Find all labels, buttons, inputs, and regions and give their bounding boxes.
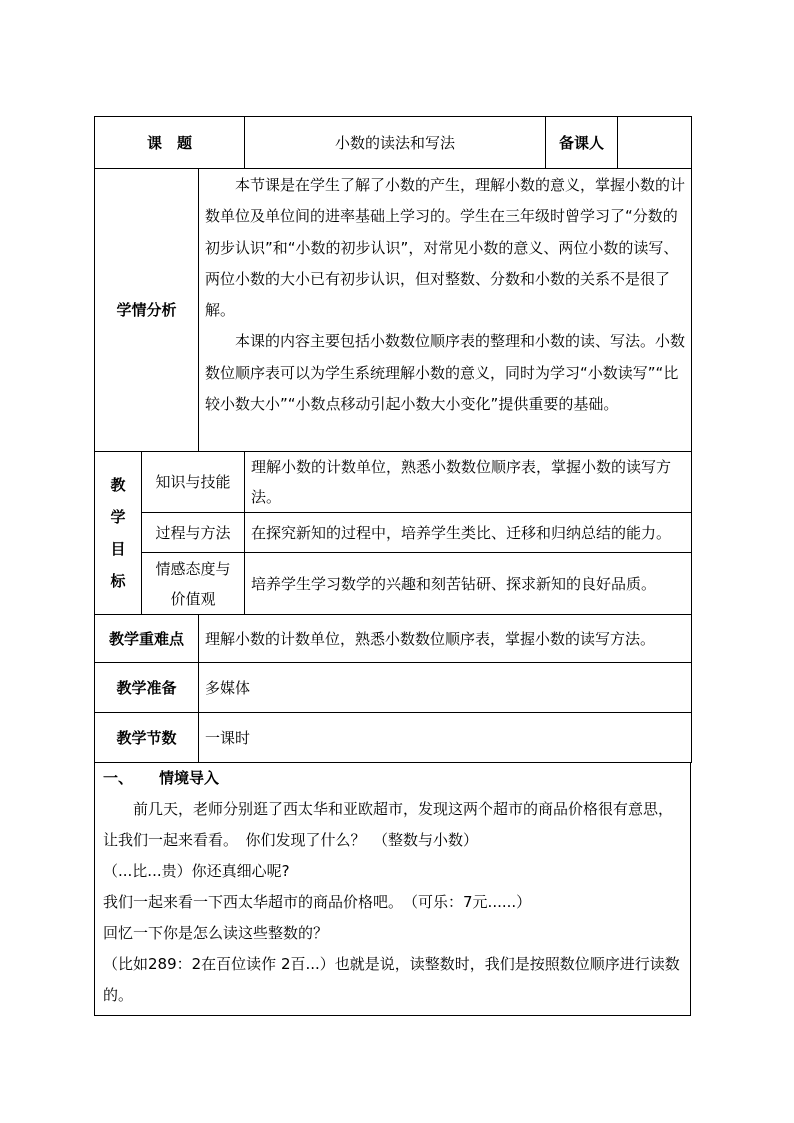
preparation-value: 多媒体 — [199, 663, 692, 713]
objective-attitude-label-line-2: 价值观 — [170, 589, 216, 608]
objective-attitude-value: 培养学生学习数学的兴趣和刻苦钻研、探求新知的良好品质。 — [245, 553, 692, 615]
lesson-line-4: 回忆一下你是怎么读这些整数的？ — [103, 924, 329, 942]
objective-process-label: 过程与方法 — [142, 513, 245, 553]
objective-knowledge-value: 理解小数的计数单位，熟悉小数数位顺序表，掌握小数的读写方法。 — [245, 452, 692, 513]
preparation-label: 教学准备 — [95, 663, 199, 713]
analysis-content — [199, 169, 692, 452]
analysis-label: 学情分析 — [95, 169, 199, 452]
periods-label: 教学节数 — [95, 713, 199, 763]
objectives-label-char-4: 标 — [110, 572, 126, 590]
objective-attitude-label — [142, 553, 245, 615]
lesson-line-2: （...比...贵）你还真细心呢? — [103, 862, 290, 880]
topic-value: 小数的读法和写法 — [245, 117, 546, 169]
key-points-label: 教学重难点 — [95, 615, 199, 663]
lesson-plan-page — [94, 116, 691, 1016]
objectives-label-char-1: 教 — [110, 476, 126, 494]
analysis-paragraph-1: 本节课是在学生了解了小数的产生，理解小数的意义，掌握小数的计数单位及单位间的进率基础上学习的。学生在三年级时曾学习了“分数的初步认识”和“小数的初步认识”，对常见小数的意义、两位小数的读写、两位小数的大小已有初步认识，但对整数、分数和小数的关系不是很了解。 — [205, 176, 686, 320]
objective-knowledge-label: 知识与技能 — [142, 452, 245, 513]
section-title: 情境导入 — [159, 769, 220, 787]
objectives-label-char-2: 学 — [110, 508, 126, 526]
objective-attitude-label-line-1: 情感态度与 — [155, 559, 231, 578]
section-number: 一、 — [103, 769, 134, 787]
objectives-label — [95, 452, 142, 615]
section-heading — [103, 763, 684, 794]
key-points-value: 理解小数的计数单位，熟悉小数数位顺序表，掌握小数的读写方法。 — [199, 615, 692, 663]
preparer-value — [618, 117, 692, 169]
lesson-process — [94, 763, 691, 1016]
objectives-label-char-3: 目 — [110, 540, 126, 558]
preparer-label: 备课人 — [546, 117, 618, 169]
objective-process-value: 在探究新知的过程中，培养学生类比、迁移和归纳总结的能力。 — [245, 513, 692, 553]
lesson-line-3: 我们一起来看一下西太华超市的商品价格吧。 （可乐：7元......） — [103, 893, 532, 911]
periods-value: 一课时 — [199, 713, 692, 763]
lesson-plan-table — [94, 116, 692, 763]
analysis-paragraph-2: 本课的内容主要包括小数数位顺序表的整理和小数的读、写法。小数数位顺序表可以为学生系统理解小数的意义，同时为学习“小数读写”“比较小数大小”“小数点移动引起小数大小变化”提供重要的基础。 — [205, 332, 686, 414]
topic-label: 课 题 — [95, 117, 245, 169]
lesson-line-5: （比如289：2在百位读作 2百...）也就是说，读整数时，我们是按照数位顺序进行读数的。 — [103, 955, 680, 1004]
lesson-line-1: 前几天，老师分别逛了西太华和亚欧超市，发现这两个超市的商品价格很有意思，让我们一起来看看。 你们发现了什么？ （整数与小数） — [103, 800, 674, 849]
